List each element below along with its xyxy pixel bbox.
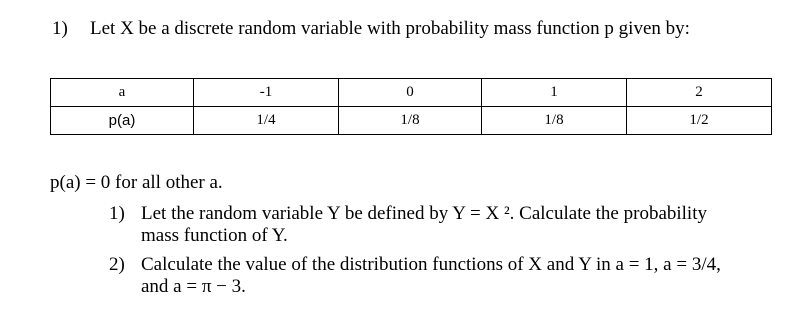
problem-statement — [52, 18, 690, 40]
table-cell: 1/8 — [482, 107, 627, 135]
table-row-p — [51, 107, 772, 135]
item-number: 1) — [109, 203, 125, 224]
table-cell: 1 — [482, 79, 627, 107]
problem-number: 1) — [52, 18, 68, 39]
table-cell: 1/8 — [339, 107, 482, 135]
table-cell: 2 — [627, 79, 772, 107]
item-text-line1: Calculate the value of the distribution functions of X and Y in a = 1, a = 3/4, — [141, 254, 721, 275]
table-cell: 0 — [339, 79, 482, 107]
item-text-line2: and a = π − 3. — [141, 276, 246, 297]
table-row-a — [51, 79, 772, 107]
item-text-line2: mass function of Y. — [141, 225, 288, 246]
pmf-note: p(a) = 0 for all other a. — [50, 172, 223, 193]
problem-text: Let X be a discrete random variable with probability mass function p given by: — [90, 18, 690, 39]
table-cell: 1/4 — [194, 107, 339, 135]
table-cell: 1/2 — [627, 107, 772, 135]
table-cell: a — [51, 79, 194, 107]
item-text-line1: Let the random variable Y be defined by Y = X ². Calculate the probability — [141, 203, 707, 224]
table-cell: -1 — [194, 79, 339, 107]
item-number: 2) — [109, 254, 125, 275]
table-cell: p(a) — [51, 107, 194, 135]
pmf-table — [50, 78, 772, 135]
